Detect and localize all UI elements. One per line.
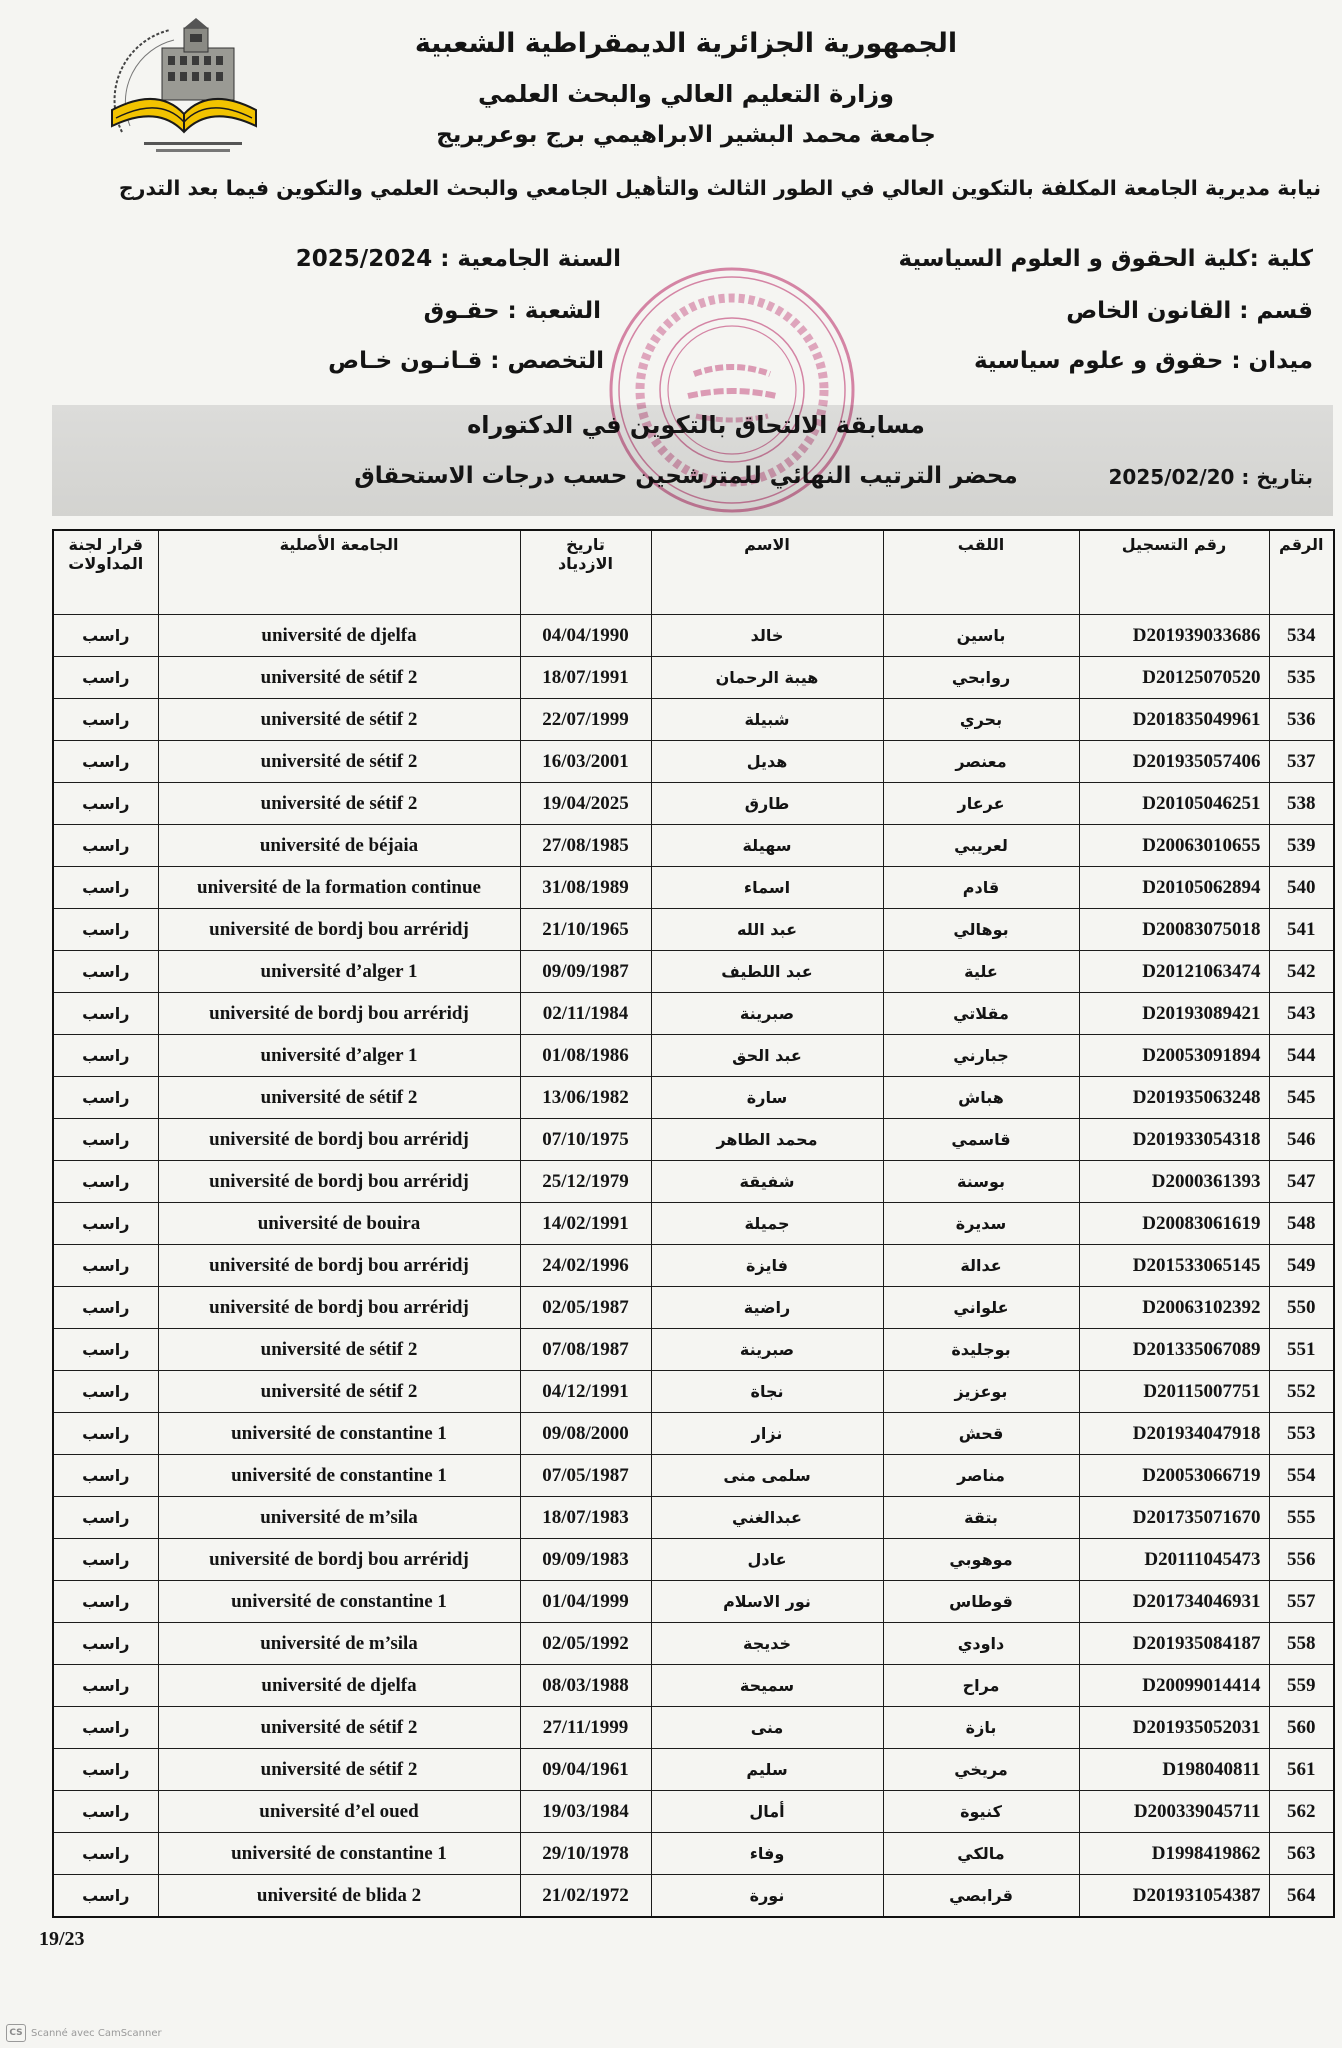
cell-birth-date: 09/09/1983	[520, 1539, 651, 1581]
cell-rank: 555	[1269, 1497, 1334, 1539]
cell-original-university: université de sétif 2	[158, 1077, 520, 1119]
cell-registration-number: D20115007751	[1079, 1371, 1269, 1413]
cell-registration-number: D201335067089	[1079, 1329, 1269, 1371]
cell-registration-number: D201933054318	[1079, 1119, 1269, 1161]
cell-committee-decision: راسب	[53, 699, 158, 741]
cell-committee-decision: راسب	[53, 1077, 158, 1119]
camscanner-logo-icon: CS	[6, 2024, 26, 2042]
cell-rank: 562	[1269, 1791, 1334, 1833]
cell-rank: 549	[1269, 1245, 1334, 1287]
cell-last-name: كنيوة	[883, 1791, 1079, 1833]
cell-committee-decision: راسب	[53, 1161, 158, 1203]
cell-birth-date: 31/08/1989	[520, 867, 651, 909]
cell-committee-decision: راسب	[53, 951, 158, 993]
cell-original-university: université de bouira	[158, 1203, 520, 1245]
cell-committee-decision: راسب	[53, 1581, 158, 1623]
cell-original-university: université de djelfa	[158, 1665, 520, 1707]
table-row	[53, 1119, 1334, 1161]
cell-original-university: université de bordj bou arréridj	[158, 1245, 520, 1287]
table-row	[53, 1161, 1334, 1203]
cell-last-name: مراح	[883, 1665, 1079, 1707]
cell-birth-date: 04/12/1991	[520, 1371, 651, 1413]
cell-last-name: مالكي	[883, 1833, 1079, 1875]
cell-original-university: université de bordj bou arréridj	[158, 993, 520, 1035]
cell-last-name: موهوبي	[883, 1539, 1079, 1581]
cell-rank: 557	[1269, 1581, 1334, 1623]
cell-first-name: جميلة	[651, 1203, 883, 1245]
cell-committee-decision: راسب	[53, 615, 158, 657]
academic-year-line: السنة الجامعية : 2025/2024	[295, 246, 621, 272]
cell-committee-decision: راسب	[53, 1245, 158, 1287]
cell-last-name: قرابصي	[883, 1875, 1079, 1918]
scanner-text: Scanné avec CamScanner	[31, 2027, 162, 2039]
cell-registration-number: D201931054387	[1079, 1875, 1269, 1918]
cell-rank: 551	[1269, 1329, 1334, 1371]
cell-rank: 553	[1269, 1413, 1334, 1455]
cell-committee-decision: راسب	[53, 1497, 158, 1539]
cell-rank: 550	[1269, 1287, 1334, 1329]
cell-birth-date: 21/02/1972	[520, 1875, 651, 1918]
cell-birth-date: 18/07/1991	[520, 657, 651, 699]
table-row	[53, 1203, 1334, 1245]
cell-birth-date: 24/02/1996	[520, 1245, 651, 1287]
cell-birth-date: 04/04/1990	[520, 615, 651, 657]
cell-registration-number: D20111045473	[1079, 1539, 1269, 1581]
cell-rank: 546	[1269, 1119, 1334, 1161]
cell-last-name: مقلاتي	[883, 993, 1079, 1035]
university-logo-icon	[100, 14, 265, 169]
table-row	[53, 1749, 1334, 1791]
header-rank: الرقم	[1269, 530, 1334, 615]
cell-rank: 542	[1269, 951, 1334, 993]
cell-last-name: قاسمي	[883, 1119, 1079, 1161]
cell-last-name: معنصر	[883, 741, 1079, 783]
cell-birth-date: 27/08/1985	[520, 825, 651, 867]
cell-committee-decision: راسب	[53, 1329, 158, 1371]
cell-first-name: فايزة	[651, 1245, 883, 1287]
table-row	[53, 1833, 1334, 1875]
table-row	[53, 741, 1334, 783]
cell-first-name: راضية	[651, 1287, 883, 1329]
cell-registration-number: D20053091894	[1079, 1035, 1269, 1077]
header-last-name: اللقب	[883, 530, 1079, 615]
cell-registration-number: D201935063248	[1079, 1077, 1269, 1119]
cell-birth-date: 22/07/1999	[520, 699, 651, 741]
cell-first-name: أمال	[651, 1791, 883, 1833]
cell-committee-decision: راسب	[53, 1623, 158, 1665]
cell-birth-date: 02/05/1987	[520, 1287, 651, 1329]
cell-rank: 539	[1269, 825, 1334, 867]
table-row	[53, 1539, 1334, 1581]
cell-rank: 541	[1269, 909, 1334, 951]
cell-first-name: سهيلة	[651, 825, 883, 867]
cell-birth-date: 14/02/1991	[520, 1203, 651, 1245]
cell-first-name: صبرينة	[651, 993, 883, 1035]
cell-registration-number: D20125070520	[1079, 657, 1269, 699]
table-row	[53, 699, 1334, 741]
cell-original-university: université de blida 2	[158, 1875, 520, 1918]
cell-rank: 545	[1269, 1077, 1334, 1119]
cell-registration-number: D20063102392	[1079, 1287, 1269, 1329]
cell-original-university: université de constantine 1	[158, 1413, 520, 1455]
cell-rank: 561	[1269, 1749, 1334, 1791]
cell-original-university: université de constantine 1	[158, 1833, 520, 1875]
cell-birth-date: 21/10/1965	[520, 909, 651, 951]
table-row	[53, 1665, 1334, 1707]
cell-original-university: université de sétif 2	[158, 699, 520, 741]
cell-last-name: بتقة	[883, 1497, 1079, 1539]
cell-committee-decision: راسب	[53, 1035, 158, 1077]
table-row	[53, 993, 1334, 1035]
cell-original-university: université de sétif 2	[158, 783, 520, 825]
cell-rank: 554	[1269, 1455, 1334, 1497]
cell-registration-number: D20083075018	[1079, 909, 1269, 951]
cell-birth-date: 13/06/1982	[520, 1077, 651, 1119]
cell-registration-number: D20193089421	[1079, 993, 1269, 1035]
table-row	[53, 1875, 1334, 1918]
directorate-title: نيابة مديرية الجامعة المكلفة بالتكوين العالي في الطور الثالث والتأهيل الجامعي والبحث العلمي والتكوين فيما بعد التدرج	[118, 176, 1322, 200]
cell-last-name: عرعار	[883, 783, 1079, 825]
cell-rank: 547	[1269, 1161, 1334, 1203]
table-row	[53, 1329, 1334, 1371]
cell-original-university: université de bordj bou arréridj	[158, 1161, 520, 1203]
cell-original-university: université de sétif 2	[158, 1707, 520, 1749]
cell-rank: 556	[1269, 1539, 1334, 1581]
cell-birth-date: 29/10/1978	[520, 1833, 651, 1875]
cell-last-name: بوهالي	[883, 909, 1079, 951]
cell-committee-decision: راسب	[53, 1371, 158, 1413]
cell-birth-date: 16/03/2001	[520, 741, 651, 783]
cell-first-name: شفيقة	[651, 1161, 883, 1203]
domain-line: ميدان : حقوق و علوم سياسية	[973, 348, 1313, 374]
republic-title: الجمهورية الجزائرية الديمقراطية الشعبية	[414, 28, 958, 59]
cell-registration-number: D20099014414	[1079, 1665, 1269, 1707]
cell-committee-decision: راسب	[53, 1665, 158, 1707]
table-row	[53, 867, 1334, 909]
cell-first-name: محمد الطاهر	[651, 1119, 883, 1161]
cell-registration-number: D201934047918	[1079, 1413, 1269, 1455]
cell-rank: 535	[1269, 657, 1334, 699]
cell-committee-decision: راسب	[53, 1413, 158, 1455]
cell-last-name: قادم	[883, 867, 1079, 909]
branch-line: الشعبة : حقـوق	[423, 298, 601, 324]
cell-committee-decision: راسب	[53, 783, 158, 825]
cell-first-name: نورة	[651, 1875, 883, 1918]
cell-committee-decision: راسب	[53, 1791, 158, 1833]
cell-first-name: صبرينة	[651, 1329, 883, 1371]
table-row	[53, 1623, 1334, 1665]
cell-committee-decision: راسب	[53, 657, 158, 699]
cell-original-university: université de bordj bou arréridj	[158, 1539, 520, 1581]
table-body	[53, 615, 1334, 1918]
cell-registration-number: D20063010655	[1079, 825, 1269, 867]
cell-registration-number: D201835049961	[1079, 699, 1269, 741]
cell-rank: 543	[1269, 993, 1334, 1035]
header-first-name: الاسم	[651, 530, 883, 615]
cell-last-name: بوسنة	[883, 1161, 1079, 1203]
cell-first-name: سميحة	[651, 1665, 883, 1707]
cell-first-name: اسماء	[651, 867, 883, 909]
cell-registration-number: D200339045711	[1079, 1791, 1269, 1833]
cell-birth-date: 27/11/1999	[520, 1707, 651, 1749]
table-row	[53, 909, 1334, 951]
cell-registration-number: D201939033686	[1079, 615, 1269, 657]
header-registration-number: رقم التسجيل	[1079, 530, 1269, 615]
cell-committee-decision: راسب	[53, 909, 158, 951]
table-row	[53, 1581, 1334, 1623]
table-row	[53, 1287, 1334, 1329]
cell-rank: 558	[1269, 1623, 1334, 1665]
cell-committee-decision: راسب	[53, 741, 158, 783]
cell-birth-date: 09/09/1987	[520, 951, 651, 993]
cell-committee-decision: راسب	[53, 1749, 158, 1791]
table-row	[53, 1455, 1334, 1497]
cell-registration-number: D1998419862	[1079, 1833, 1269, 1875]
cell-last-name: بوعزيز	[883, 1371, 1079, 1413]
cell-committee-decision: راسب	[53, 1875, 158, 1918]
table-row	[53, 1077, 1334, 1119]
competition-title: مسابقة الالتحاق بالتكوين في الدكتوراه	[467, 411, 925, 439]
cell-birth-date: 07/05/1987	[520, 1455, 651, 1497]
cell-original-university: université de m’sila	[158, 1623, 520, 1665]
cell-committee-decision: راسب	[53, 993, 158, 1035]
cell-last-name: سديرة	[883, 1203, 1079, 1245]
cell-first-name: سارة	[651, 1077, 883, 1119]
cell-last-name: مناصر	[883, 1455, 1079, 1497]
cell-registration-number: D20083061619	[1079, 1203, 1269, 1245]
cell-last-name: قحش	[883, 1413, 1079, 1455]
cell-original-university: université de constantine 1	[158, 1455, 520, 1497]
cell-first-name: عبدالغني	[651, 1497, 883, 1539]
cell-first-name: نور الاسلام	[651, 1581, 883, 1623]
cell-original-university: université de la formation continue	[158, 867, 520, 909]
cell-original-university: université de djelfa	[158, 615, 520, 657]
cell-registration-number: D20105046251	[1079, 783, 1269, 825]
cell-last-name: جبارني	[883, 1035, 1079, 1077]
cell-last-name: علواني	[883, 1287, 1079, 1329]
header-original-university: الجامعة الأصلية	[158, 530, 520, 615]
cell-birth-date: 07/08/1987	[520, 1329, 651, 1371]
scanner-watermark	[6, 2024, 162, 2042]
cell-rank: 537	[1269, 741, 1334, 783]
cell-first-name: نجاة	[651, 1371, 883, 1413]
table-row	[53, 1413, 1334, 1455]
table-row	[53, 1245, 1334, 1287]
cell-original-university: université de sétif 2	[158, 1371, 520, 1413]
table-row	[53, 1707, 1334, 1749]
cell-committee-decision: راسب	[53, 1833, 158, 1875]
cell-last-name: مريخي	[883, 1749, 1079, 1791]
cell-first-name: خالد	[651, 615, 883, 657]
cell-committee-decision: راسب	[53, 825, 158, 867]
cell-rank: 540	[1269, 867, 1334, 909]
table-row	[53, 951, 1334, 993]
cell-original-university: université de sétif 2	[158, 1749, 520, 1791]
cell-last-name: هباش	[883, 1077, 1079, 1119]
table-row	[53, 1371, 1334, 1413]
cell-original-university: université de bordj bou arréridj	[158, 909, 520, 951]
cell-original-university: université de sétif 2	[158, 741, 520, 783]
results-table	[52, 529, 1335, 1918]
cell-original-university: université de sétif 2	[158, 1329, 520, 1371]
cell-rank: 563	[1269, 1833, 1334, 1875]
cell-registration-number: D201935084187	[1079, 1623, 1269, 1665]
cell-registration-number: D201533065145	[1079, 1245, 1269, 1287]
cell-first-name: طارق	[651, 783, 883, 825]
cell-registration-number: D20105062894	[1079, 867, 1269, 909]
cell-first-name: هديل	[651, 741, 883, 783]
cell-first-name: منى	[651, 1707, 883, 1749]
cell-last-name: عدالة	[883, 1245, 1079, 1287]
cell-birth-date: 01/08/1986	[520, 1035, 651, 1077]
cell-committee-decision: راسب	[53, 1455, 158, 1497]
cell-original-university: université de bordj bou arréridj	[158, 1287, 520, 1329]
cell-first-name: سلمى منى	[651, 1455, 883, 1497]
cell-last-name: قوطاس	[883, 1581, 1079, 1623]
cell-birth-date: 18/07/1983	[520, 1497, 651, 1539]
cell-rank: 544	[1269, 1035, 1334, 1077]
cell-registration-number: D201935057406	[1079, 741, 1269, 783]
cell-first-name: عادل	[651, 1539, 883, 1581]
cell-last-name: بوجليدة	[883, 1329, 1079, 1371]
cell-birth-date: 08/03/1988	[520, 1665, 651, 1707]
cell-first-name: خديجة	[651, 1623, 883, 1665]
cell-last-name: بحري	[883, 699, 1079, 741]
cell-first-name: عبد الحق	[651, 1035, 883, 1077]
cell-birth-date: 09/04/1961	[520, 1749, 651, 1791]
cell-rank: 559	[1269, 1665, 1334, 1707]
cell-first-name: عبد اللطيف	[651, 951, 883, 993]
cell-last-name: بازة	[883, 1707, 1079, 1749]
faculty-line: كلية :كلية الحقوق و العلوم السياسية	[898, 246, 1313, 272]
ministry-title: وزارة التعليم العالي والبحث العلمي	[477, 80, 895, 108]
cell-original-university: université de sétif 2	[158, 657, 520, 699]
cell-rank: 552	[1269, 1371, 1334, 1413]
header-birth-date: تاريخ الازدياد	[520, 530, 651, 615]
cell-registration-number: D2000361393	[1079, 1161, 1269, 1203]
cell-original-university: université de béjaia	[158, 825, 520, 867]
cell-rank: 538	[1269, 783, 1334, 825]
cell-first-name: عبد الله	[651, 909, 883, 951]
cell-rank: 536	[1269, 699, 1334, 741]
cell-registration-number: D201734046931	[1079, 1581, 1269, 1623]
cell-original-university: université d’alger 1	[158, 951, 520, 993]
table-row	[53, 1035, 1334, 1077]
cell-committee-decision: راسب	[53, 1119, 158, 1161]
table-row	[53, 1497, 1334, 1539]
cell-last-name: باسين	[883, 615, 1079, 657]
cell-birth-date: 02/11/1984	[520, 993, 651, 1035]
cell-last-name: روابحي	[883, 657, 1079, 699]
cell-first-name: وفاء	[651, 1833, 883, 1875]
table-row	[53, 1791, 1334, 1833]
cell-first-name: هيبة الرحمان	[651, 657, 883, 699]
cell-birth-date: 01/04/1999	[520, 1581, 651, 1623]
cell-registration-number: D201735071670	[1079, 1497, 1269, 1539]
cell-last-name: لعريبي	[883, 825, 1079, 867]
cell-first-name: شبيلة	[651, 699, 883, 741]
cell-birth-date: 02/05/1992	[520, 1623, 651, 1665]
cell-birth-date: 25/12/1979	[520, 1161, 651, 1203]
cell-birth-date: 07/10/1975	[520, 1119, 651, 1161]
cell-committee-decision: راسب	[53, 1707, 158, 1749]
cell-original-university: université de bordj bou arréridj	[158, 1119, 520, 1161]
cell-original-university: université de constantine 1	[158, 1581, 520, 1623]
report-date: بتاريخ : 2025/02/20	[1108, 465, 1313, 489]
specialty-line: التخصص : قـانـون خـاص	[328, 348, 604, 374]
department-line: قسم : القانون الخاص	[1066, 298, 1313, 324]
cell-original-university: université de m’sila	[158, 1497, 520, 1539]
cell-registration-number: D198040811	[1079, 1749, 1269, 1791]
header-committee-decision: قرار لجنة المداولات	[53, 530, 158, 615]
table-row	[53, 783, 1334, 825]
page-number: 19/23	[39, 1928, 85, 1950]
cell-first-name: سليم	[651, 1749, 883, 1791]
cell-first-name: نزار	[651, 1413, 883, 1455]
cell-committee-decision: راسب	[53, 1203, 158, 1245]
table-row	[53, 657, 1334, 699]
cell-birth-date: 19/03/1984	[520, 1791, 651, 1833]
cell-rank: 560	[1269, 1707, 1334, 1749]
university-title: جامعة محمد البشير الابراهيمي برج بوعريريج	[436, 122, 936, 148]
cell-original-university: université d’el oued	[158, 1791, 520, 1833]
ranking-report-title: محضر الترتيب النهائي للمترشحين حسب درجات الاستحقاق	[354, 463, 1018, 489]
cell-birth-date: 09/08/2000	[520, 1413, 651, 1455]
cell-last-name: علية	[883, 951, 1079, 993]
cell-committee-decision: راسب	[53, 867, 158, 909]
cell-rank: 564	[1269, 1875, 1334, 1918]
cell-committee-decision: راسب	[53, 1539, 158, 1581]
cell-rank: 548	[1269, 1203, 1334, 1245]
cell-registration-number: D20053066719	[1079, 1455, 1269, 1497]
cell-birth-date: 19/04/2025	[520, 783, 651, 825]
cell-rank: 534	[1269, 615, 1334, 657]
cell-registration-number: D201935052031	[1079, 1707, 1269, 1749]
cell-committee-decision: راسب	[53, 1287, 158, 1329]
official-stamp-icon	[606, 264, 858, 516]
table-header-row	[53, 530, 1334, 615]
cell-last-name: داودي	[883, 1623, 1079, 1665]
cell-original-university: université d’alger 1	[158, 1035, 520, 1077]
cell-registration-number: D20121063474	[1079, 951, 1269, 993]
table-row	[53, 615, 1334, 657]
table-row	[53, 825, 1334, 867]
